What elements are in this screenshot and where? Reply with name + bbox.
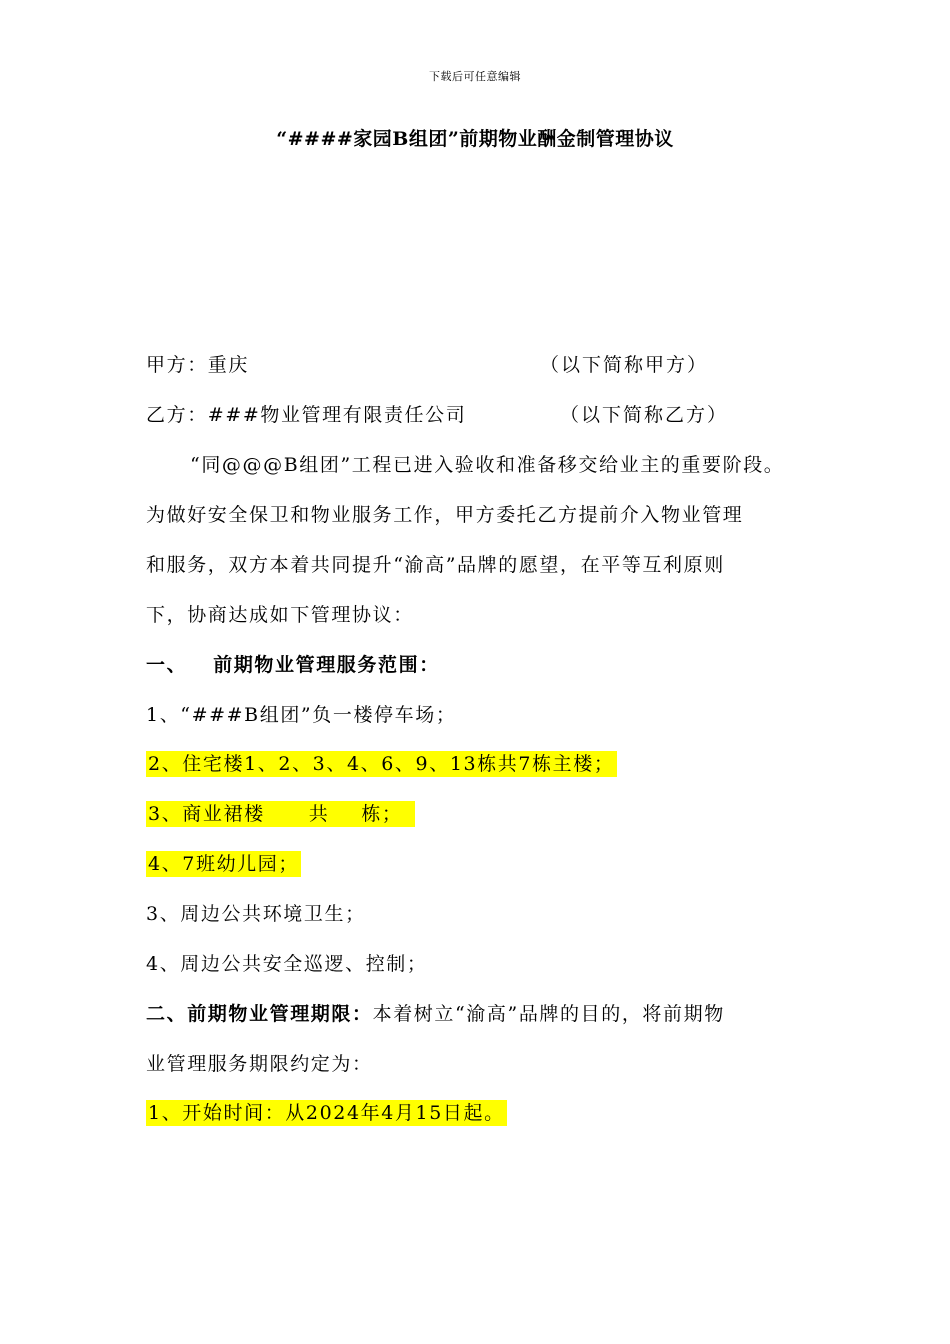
scope-item-3-highlight (146, 801, 415, 827)
term-item-1 (146, 1099, 507, 1127)
section2-line-1 (146, 1000, 725, 1028)
scope-item-6: 4、周边公共安全巡逻、控制； (146, 953, 428, 975)
section1-heading-num: 一、 (146, 654, 188, 676)
scope-item-2-text: 2、住宅楼1、2、3、4、6、9、13栋共7栋主楼； (148, 753, 615, 775)
party-b-label: 乙方：###物业管理有限责任公司 (146, 404, 467, 426)
scope-item-3-part-b: 共 (308, 803, 330, 825)
intro-line-4: 下，协商达成如下管理协议： (146, 604, 414, 626)
scope-item-3-part-c: 栋； (361, 803, 403, 825)
intro-line-3: 和服务，双方本着共同提升“渝高”品牌的愿望，在平等互利原则 (146, 554, 725, 576)
scope-item-5: 3、周边公共环境卫生； (146, 903, 366, 925)
section2-heading: 二、前期物业管理期限： (146, 1003, 373, 1025)
scope-item-1: 1、“###B组团”负一楼停车场； (146, 704, 457, 726)
header-note: 下载后可任意编辑 (429, 70, 521, 83)
scope-item-3-part-a: 3、商业裙楼 (148, 803, 265, 825)
scope-item-4-text: 4、7班幼儿园； (148, 853, 299, 875)
intro-line-1: “同@@@B组团”工程已进入验收和准备移交给业主的重要阶段。 (190, 454, 785, 476)
section2-text-1: 本着树立“渝高”品牌的目的，将前期物 (372, 1003, 725, 1025)
document-title: “####家园B组团”前期物业酬金制管理协议 (276, 128, 674, 150)
section1-heading-text: 前期物业管理服务范围： (213, 654, 440, 676)
term-item-1-text: 1、开始时间：从2024年4月15日起。 (148, 1102, 505, 1124)
intro-line-2: 为做好安全保卫和物业服务工作，甲方委托乙方提前介入物业管理 (146, 504, 744, 526)
scope-item-2 (146, 750, 617, 778)
scope-item-4 (146, 850, 301, 878)
section2-line-2: 业管理服务期限约定为： (146, 1053, 373, 1075)
scope-item-3 (146, 800, 415, 828)
party-a-alias: （以下简称甲方） (540, 354, 709, 376)
section1-heading (146, 651, 440, 679)
party-a-label: 甲方：重庆 (146, 354, 250, 376)
party-b-alias: （以下简称乙方） (560, 404, 729, 426)
